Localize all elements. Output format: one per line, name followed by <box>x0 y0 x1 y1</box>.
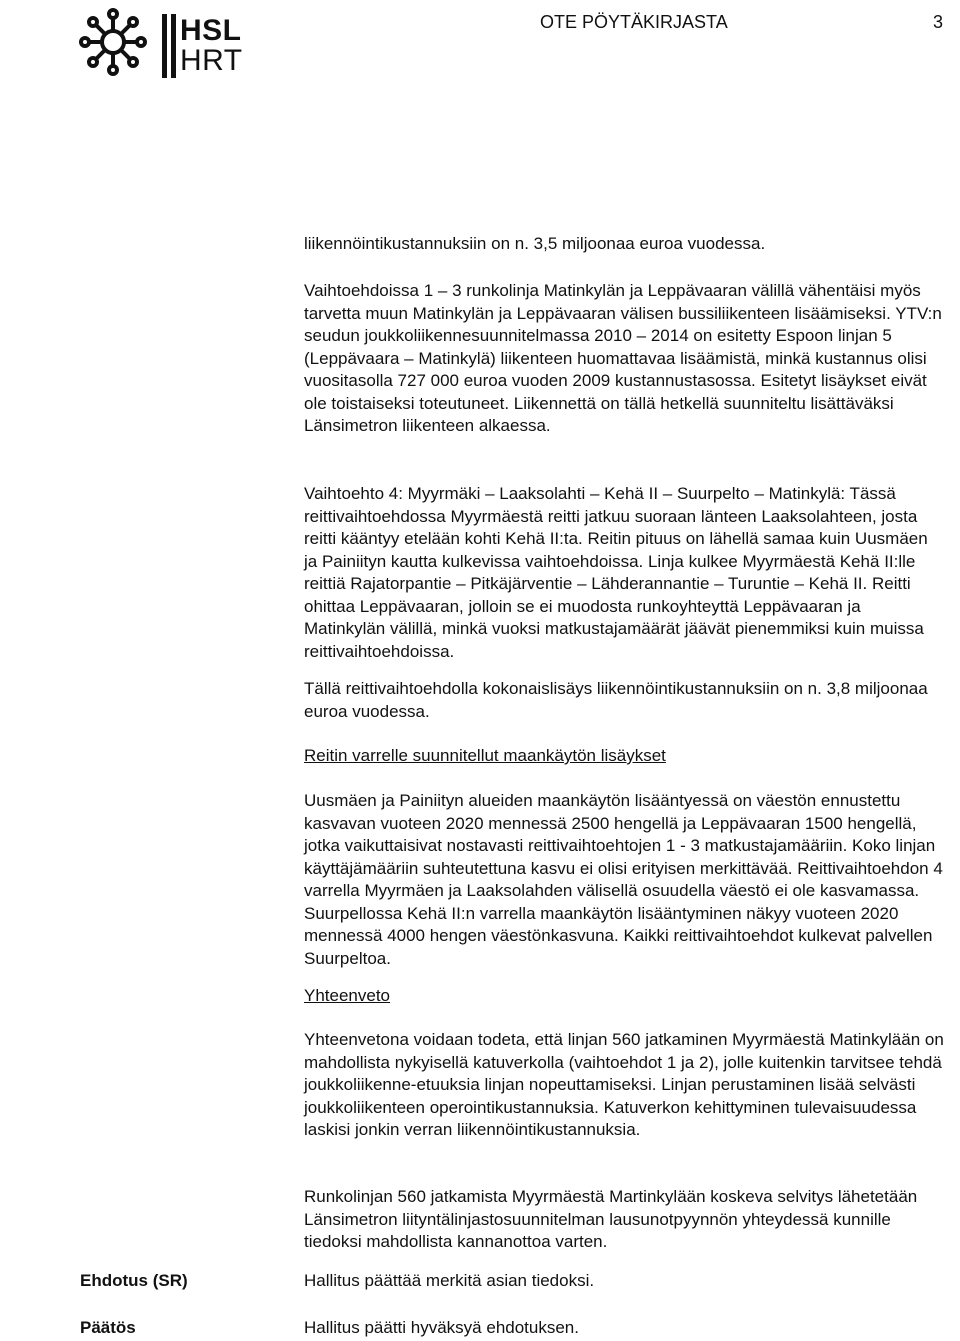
decision-text: Hallitus päätti hyväksyä ehdotuksen. <box>304 1318 579 1337</box>
logo-text-hsl: HSL <box>180 14 242 47</box>
section-heading-summary: Yhteenveto <box>304 986 391 1005</box>
paragraph-5: Uusmäen ja Painiityn alueiden maankäytön lisääntyessä on väestön ennustettu kasvavan vuoteen 2020 mennessä 2500 hengellä ja Leppävaaran 1500 hengellä, jotka vaikuttaisivat nostavasti reittivaihtoehtojen 1 - 3 matkustajamääriin. Koko linjan käyttäjämääriin suhteutettuna kasvu ei olisi erityisen merkittävää. Reittivaihtoehdon 4 varrella Myyrmäen ja Laaksolahden välisellä osuudella väestö ei ole kasvamassa. Suurpellossa Kehä II:n varrella maankäytön lisääntyminen näkyy vuoteen 2020 mennessä 4000 hengen väestönkasvuna. Kaikki reittivaihtoehdot kulkevat palvellen Suurpeltoa. <box>304 791 943 968</box>
proposal-text: Hallitus päättää merkitä asian tiedoksi. <box>304 1271 595 1290</box>
paragraph-2: Vaihtoehdoissa 1 – 3 runkolinja Matinkylän ja Leppävaaran välillä vähentäisi myös tarvetta muun Matinkylän ja Leppävaaran välisen bussiliikenteen lisäämiseksi. YTV:n seudun joukkoliikennesuunnitelmassa 2010 – 2014 on esitetty Espoon linjan 5 (Leppävaara – Matinkylä) liikenteen huomattavaa lisäämistä, minkä kustannus olisi vuositasolla 727 000 euroa vuoden 2009 kustannustasossa. Esitetyt lisäykset eivät ole toistaiseksi toteutuneet. Liikennettä on tällä hetkellä suunniteltu lisättäväksi Länsimetron liikenteen alkaessa. <box>304 281 942 435</box>
paragraph-4: Tällä reittivaihtoehdolla kokonaislisäys liikennöintikustannuksiin on n. 3,8 miljoonaa euroa vuodessa. <box>304 679 928 721</box>
logo-bar-1 <box>162 14 167 78</box>
proposal-label: Ehdotus (SR) <box>80 1271 188 1290</box>
section-heading-land-use: Reitin varrelle suunnitellut maankäytön lisäykset <box>304 746 666 765</box>
document-title: OTE PÖYTÄKIRJASTA <box>540 12 728 32</box>
logo-bar-2 <box>171 14 176 78</box>
logo-text-hrt: HRT <box>180 44 243 77</box>
hsl-emblem-icon <box>78 6 148 78</box>
page-number: 3 <box>933 12 944 32</box>
hsl-logo <box>78 6 258 78</box>
paragraph-6: Yhteenvetona voidaan todeta, että linjan 560 jatkaminen Myyrmäestä Matinkylään on mahdollista nykyisellä katuverkolla (vaihtoehdot 1 ja 2), jolle kuitenkin tarvitsee tehdä joukkoliikenne-etuuksia linjan nopeuttamiseksi. Linjan perustaminen lisää selvästi joukkoliikenteen operointikustannuksia. Katuverkon kehittyminen tulevaisuudessa laskisi jonkin verran liikennöintikustannuksia. <box>304 1030 944 1139</box>
paragraph-1: liikennöintikustannuksiin on n. 3,5 miljoonaa euroa vuodessa. <box>304 234 766 253</box>
decision-label: Päätös <box>80 1318 136 1337</box>
paragraph-7: Runkolinjan 560 jatkamista Myyrmäestä Martinkylään koskeva selvitys lähetetään Länsimetron liityntälinjastosuunnitelman lausunotpyynnön yhteydessä kunnille tiedoksi mahdollista kannanottoa varten. <box>304 1187 918 1251</box>
paragraph-3: Vaihtoehto 4: Myyrmäki – Laaksolahti – Kehä II – Suurpelto – Matinkylä: Tässä reittivaihtoehdossa Myyrmäestä reitti jatkuu suoraan länteen Laaksolahteen, josta reitti kääntyy etelään kohti Kehä II:ta. Reitin pituus on lähellä samaa kuin Uusmäen ja Painiityn kautta kulkevissa vaihtoehdoissa. Linja kulkee Myyrmäestä Kehä II:lle reittiä Rajatorpantie – Pitkäjärventie – Lähderannantie – Turuntie – Kehä II. Reitti ohittaa Leppävaaran, jolloin se ei muodosta runkoyhteyttä Leppävaaran ja Matinkylän välillä, minkä vuoksi matkustajamäärät jäävät pienemmiksi kuin muissa reittivaihtoehdoissa. <box>304 484 928 661</box>
